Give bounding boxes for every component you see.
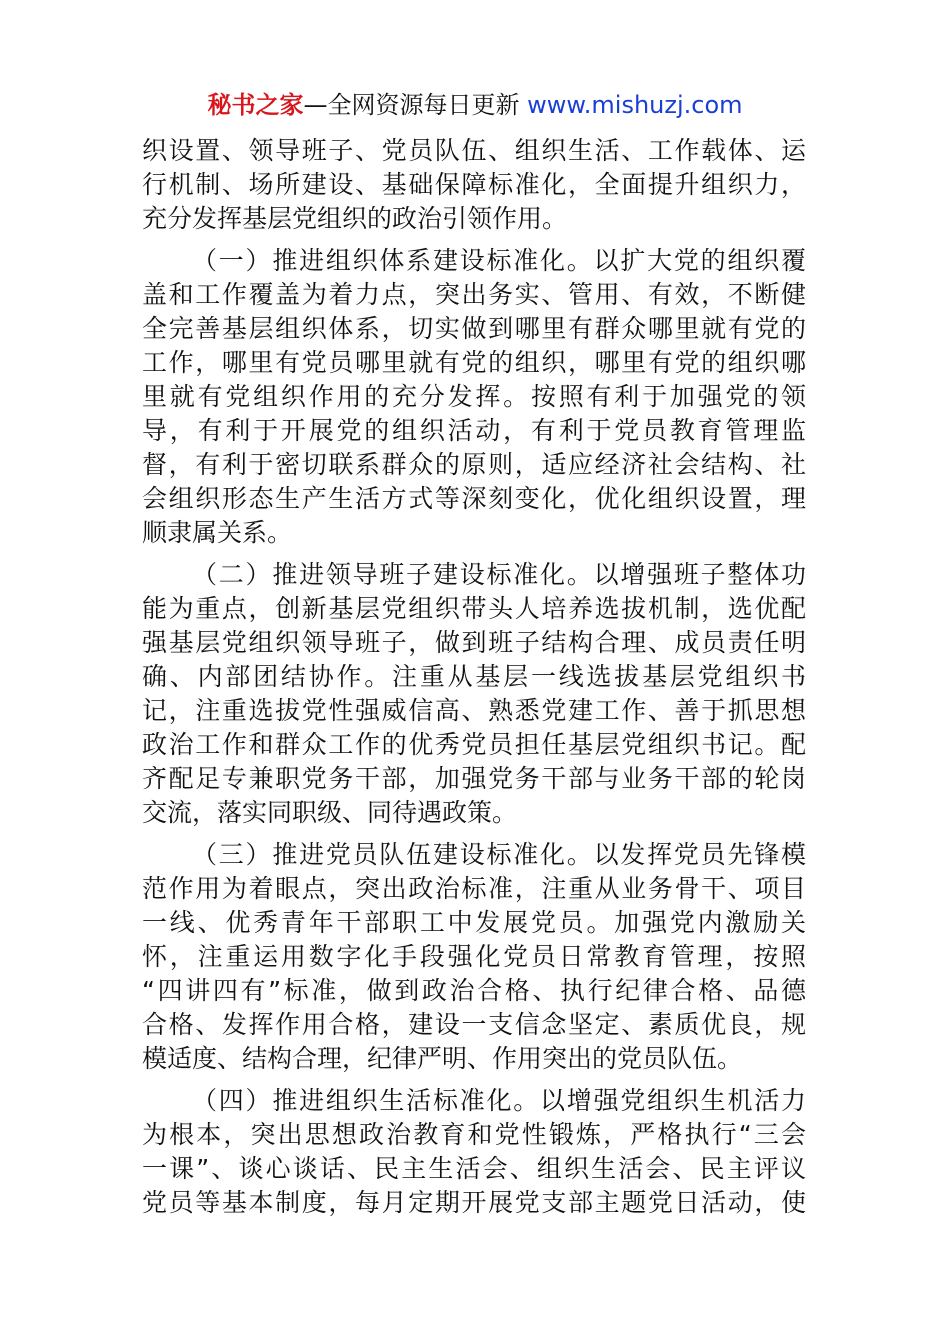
text-line: 一课”、谈心谈话、民主生活会、组织生活会、民主评议 bbox=[142, 1154, 806, 1183]
text-line: 怀，注重运用数字化手段强化党员日常教育管理，按照 bbox=[142, 942, 806, 971]
text-line: 模适度、结构合理，纪律严明、作用突出的党员队伍。 bbox=[142, 1044, 743, 1073]
text-line: 为根本，突出思想政治教育和党性锻炼，严格执行“三会 bbox=[142, 1120, 806, 1149]
site-brand-name: 秘书之家 bbox=[207, 91, 304, 119]
text-line: 里就有党组织作用的充分发挥。按照有利于加强党的领 bbox=[142, 382, 806, 411]
text-line: 行机制、场所建设、基础保障标准化，全面提升组织力， bbox=[142, 170, 806, 199]
text-line: 党员等基本制度，每月定期开展党支部主题党日活动，使 bbox=[142, 1188, 806, 1217]
text-line: 工作，哪里有党员哪里就有党的组织，哪里有党的组织哪 bbox=[142, 348, 806, 377]
text-line: 织设置、领导班子、党员队伍、组织生活、工作载体、运 bbox=[142, 136, 806, 165]
text-line: 范作用为着眼点，突出政治标准，注重从业务骨干、项目 bbox=[142, 874, 806, 903]
text-line: 一线、优秀青年干部职工中发展党员。加强党内激励关 bbox=[142, 908, 806, 937]
site-header-banner bbox=[0, 88, 950, 122]
text-line: 政治工作和群众工作的优秀党员担任基层党组织书记。配 bbox=[142, 730, 806, 759]
text-line: 会组织形态生产生活方式等深刻变化，优化组织设置，理 bbox=[142, 484, 806, 513]
text-line: 全完善基层组织体系，切实做到哪里有群众哪里就有党的 bbox=[142, 314, 806, 343]
text-line: 强基层党组织领导班子，做到班子结构合理、成员责任明 bbox=[142, 628, 806, 657]
text-line: 记，注重选拔党性强威信高、熟悉党建工作、善于抓思想 bbox=[142, 696, 806, 725]
text-line: 顺隶属关系。 bbox=[142, 518, 293, 547]
text-line: 确、内部团结协作。注重从基层一线选拔基层党组织书 bbox=[142, 662, 806, 691]
text-line: 交流，落实同职级、同待遇政策。 bbox=[142, 798, 518, 827]
text-line: 盖和工作覆盖为着力点，突出务实、管用、有效，不断健 bbox=[142, 280, 806, 309]
text-line: 合格、发挥作用合格，建设一支信念坚定、素质优良，规 bbox=[142, 1010, 806, 1039]
text-line: 导，有利于开展党的组织活动，有利于党员教育管理监 bbox=[142, 416, 806, 445]
text-line: 能为重点，创新基层党组织带头人培养选拔机制，选优配 bbox=[142, 594, 806, 623]
site-tagline: —全网资源每日更新 bbox=[303, 91, 528, 119]
section-heading-line: （一）推进组织体系建设标准化。以扩大党的组织覆 bbox=[192, 246, 806, 275]
text-line: 充分发挥基层党组织的政治引领作用。 bbox=[142, 204, 568, 233]
text-line: “四讲四有”标准，做到政治合格、执行纪律合格、品德 bbox=[142, 976, 806, 1005]
text-line: 督，有利于密切联系群众的原则，适应经济社会结构、社 bbox=[142, 450, 806, 479]
site-url-link[interactable]: www.mishuzj.com bbox=[527, 91, 743, 119]
text-line: 齐配足专兼职党务干部，加强党务干部与业务干部的轮岗 bbox=[142, 764, 806, 793]
section-heading-line: （三）推进党员队伍建设标准化。以发挥党员先锋模 bbox=[192, 840, 806, 869]
section-heading-line: （二）推进领导班子建设标准化。以增强班子整体功 bbox=[192, 560, 806, 589]
section-heading-line: （四）推进组织生活标准化。以增强党组织生机活力 bbox=[192, 1086, 806, 1115]
